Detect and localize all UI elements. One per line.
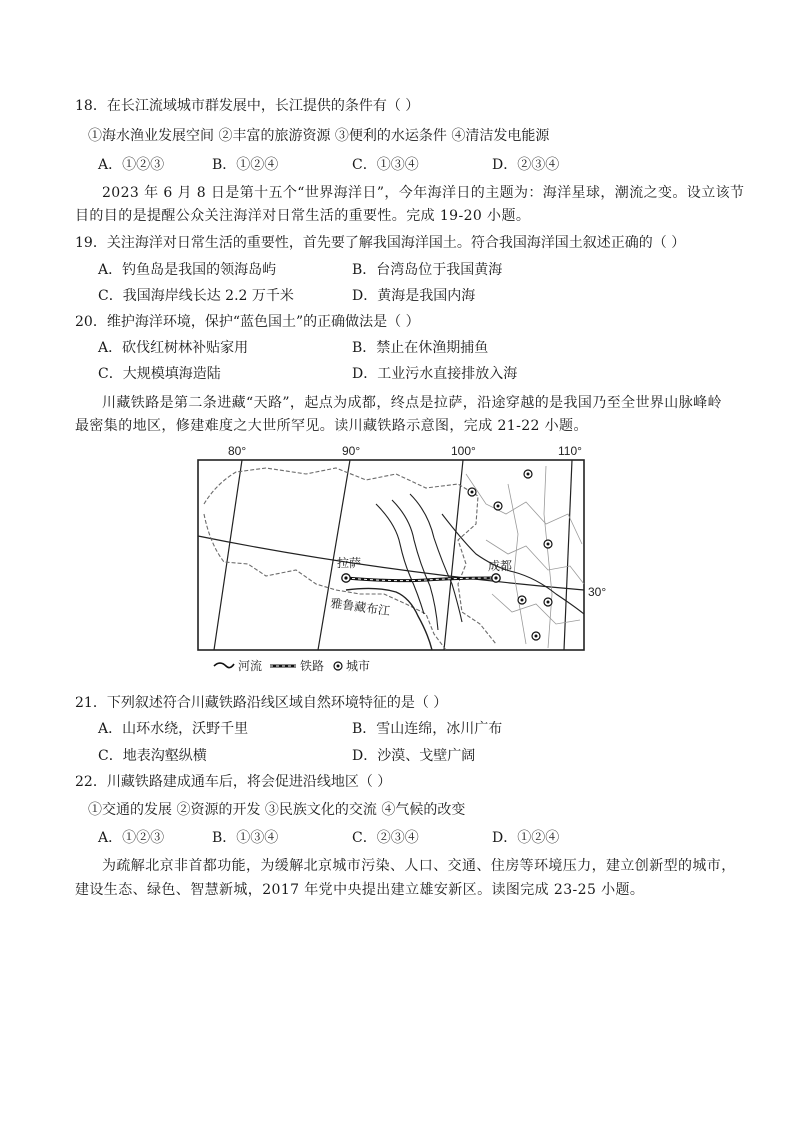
q22-option-b: B．①③④ (212, 830, 279, 846)
intro-19-20-line1: 2023 年 6 月 8 日是第十五个“世界海洋日”，今年海洋日的主题为：海洋星球，潮流之变。设立该节 (102, 185, 745, 201)
river-name-yarlung: 雅鲁藏布江 (329, 596, 391, 619)
q18-option-a: A．①②③ (98, 157, 165, 173)
question-18-stem: 18．在长江流域城市群发展中，长江提供的条件有（ ） (75, 98, 420, 114)
sichuan-tibet-railway-map (196, 444, 616, 676)
intro-23-25-line1: 为疏解北京非首都功能，为缓解北京城市污染、人口、交通、住房等环境压力，建立创新型的城市， (102, 858, 736, 874)
q20-option-b: B．禁止在休渔期捕鱼 (352, 340, 489, 356)
question-18-items: ①海水渔业发展空间 ②丰富的旅游资源 ③便利的水运条件 ④清洁发电能源 (88, 128, 550, 144)
map-legend (214, 658, 370, 673)
province-line-5 (544, 466, 552, 648)
legend-river-symbol (214, 663, 234, 668)
river-yangtze (442, 514, 584, 614)
meridian-90 (318, 460, 350, 650)
q20-option-c: C．大规模填海造陆 (98, 366, 221, 382)
q22-option-c: C．②③④ (352, 830, 419, 846)
q21-option-a: A．山环水绕，沃野千里 (98, 721, 249, 737)
question-21-stem: 21．下列叙述符合川藏铁路沿线区域自然环境特征的是（ ） (75, 695, 448, 711)
q21-option-b: B．雪山连绵，冰川广布 (352, 721, 503, 737)
lon-label-110: 110° (558, 444, 582, 458)
city-lhasa-label: 拉萨 (337, 556, 362, 570)
province-line-1 (466, 474, 582, 544)
intro-19-20-line2: 目的目的是提醒公众关注海洋对日常生活的重要性。完成 19-20 小题。 (75, 208, 531, 224)
intro-21-22-line2: 最密集的地区，修建难度之大世所罕见。读川藏铁路示意图，完成 21-22 小题。 (75, 418, 588, 434)
city-chengdu-dot (494, 576, 497, 579)
river-jinsha (410, 494, 462, 622)
intro-21-22-line1: 川藏铁路是第二条进藏“天路”，起点为成都，终点是拉萨，沿途穿越的是我国乃至全世界山脉峰岭 (102, 395, 722, 411)
map-frame (198, 460, 584, 650)
q18-option-b: B．①②④ (212, 157, 279, 173)
legend-city-label: 城市 (346, 659, 371, 673)
question-20-stem: 20．维护海洋环境，保护“蓝色国土”的正确做法是（ ） (75, 314, 420, 330)
question-19-stem: 19．关注海洋对日常生活的重要性，首先要了解我国海洋国土。符合我国海洋国土叙述正确的（ ） (75, 235, 686, 251)
q22-option-d: D．①②④ (492, 830, 560, 846)
q21-option-c: C．地表沟壑纵横 (98, 748, 207, 764)
meridian-80 (214, 460, 242, 650)
q20-option-a: A．砍伐红树林补贴家用 (98, 340, 249, 356)
meridian-100 (444, 460, 463, 650)
question-22-stem: 22．川藏铁路建成通车后，将会促进沿线地区（ ） (75, 774, 392, 790)
q19-option-a: A．钓鱼岛是我国的领海岛屿 (98, 262, 277, 278)
legend-railway-label: 铁路 (300, 659, 325, 673)
city-chengdu-label: 成都 (488, 559, 513, 573)
river-nu (376, 504, 424, 614)
q20-option-d: D．工业污水直接排放入海 (352, 366, 518, 382)
lon-label-80: 80° (228, 444, 247, 458)
lon-label-90: 90° (342, 444, 361, 458)
q18-option-d: D．②③④ (492, 157, 560, 173)
q18-option-c: C．①③④ (352, 157, 419, 173)
q19-option-c: C．我国海岸线长达 2.2 万千米 (98, 288, 294, 304)
question-22-items: ①交通的发展 ②资源的开发 ③民族文化的交流 ④气候的改变 (88, 802, 466, 818)
lon-label-100: 100° (451, 444, 476, 458)
map-svg (196, 444, 616, 676)
q19-option-d: D．黄海是我国内海 (352, 288, 476, 304)
province-line-3 (492, 594, 580, 624)
legend-river-label: 河流 (238, 659, 263, 673)
intro-23-25-line2: 建设生态、绿色、智慧新城，2017 年党中央提出建立雄安新区。读图完成 23-25 小题。 (75, 882, 645, 898)
lat-label-30: 30° (588, 585, 607, 599)
q22-option-a: A．①②③ (98, 830, 165, 846)
q21-option-d: D．沙漠、戈壁广阔 (352, 748, 476, 764)
q19-option-b: B．台湾岛位于我国黄海 (352, 262, 503, 278)
city-lhasa-dot (344, 576, 347, 579)
